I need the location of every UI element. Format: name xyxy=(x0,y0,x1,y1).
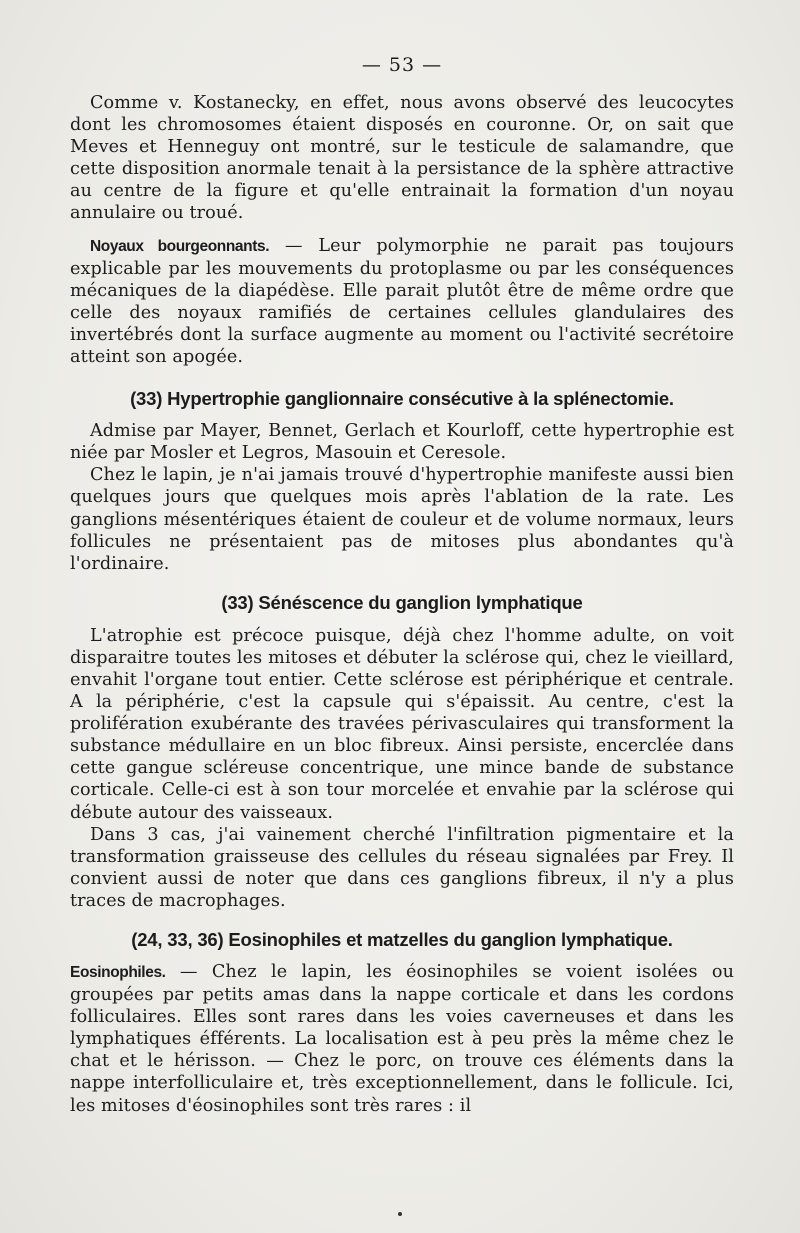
section-heading-senescence: (33) Sénéscence du ganglion lymphatique xyxy=(221,591,583,613)
section-heading-eosinophiles: (24, 33, 36) Eosinophiles et matzelles du ganglion lymphatique. xyxy=(131,929,673,950)
paragraph-admise: Admise par Mayer, Bennet, Gerlach et Kourloff, cette hypertrophie est niée par Mosler et Legros, Masouin et Ceresole. xyxy=(70,421,734,464)
print-speck xyxy=(398,1212,402,1216)
run-in-heading-noyaux: Noyaux bourgeonnants. xyxy=(90,237,270,255)
page-number: — 53 — xyxy=(361,54,443,76)
section-heading-hypertrophie: (33) Hypertrophie ganglionnaire consécutive à la splénectomie. xyxy=(130,388,674,410)
paragraph-noyaux-text: — Leur polymorphie ne parait pas toujours explicable par les mouvements du protoplasme ou par les conséquences mécaniques de la diapédèse. Elle parait plutôt être de même ordre que celle des noyaux ramifiés de certaines cellules glandulaires des invertébrés dont la surface augmente au moment ou l'activité secrétoire atteint son apogée. xyxy=(70,235,734,368)
paragraph-kostanecky: Comme v. Kostanecky, en effet, nous avons observé des leucocytes dont les chromosomes étaient disposés en couronne. Or, on sait que Meves et Henneguy ont montré, sur le testicule de salamandre, que cette disposition anormale tenait à la persistance de la sphère attractive au centre de la figure et qu'elle entrainait la formation d'un noyau annulaire ou troué. xyxy=(70,93,734,224)
paragraph-eosinophiles-text: — Chez le lapin, les éosinophiles se voient isolées ou groupées par petits amas dans la nappe corticale et dans les cordons folliculaires. Elles sont rares dans les voies caverneuses et dans les lymphatiques éfférents. La localisation est à peu près la même chez le chat et le hérisson. — Chez le porc, on trouve ces éléments dans la nappe interfolliculaire et, très exceptionnellement, dans le follicule. Ici, les mitoses d'éosinophiles sont très rares : il xyxy=(70,962,734,1116)
paragraph-eosinophiles xyxy=(70,961,734,1117)
paragraph-dans-3-cas: Dans 3 cas, j'ai vainement cherché l'infiltration pigmentaire et la transformation graisseuse des cellules du réseau signalées par Frey. Il convient aussi de noter que dans ces ganglions fibreux, il n'y a plus traces de macrophages. xyxy=(70,824,734,911)
run-in-heading-eosinophiles: Eosinophiles. xyxy=(70,964,166,981)
paragraph-lapin: Chez le lapin, je n'ai jamais trouvé d'hypertrophie manifeste aussi bien quelques jours que quelques mois après l'ablation de la rate. Les ganglions mésentériques étaient de couleur et de volume normaux, leurs follicules ne présentaient pas de mitoses plus abondantes qu'à l'ordinaire. xyxy=(70,465,734,574)
paragraph-atrophie: L'atrophie est précoce puisque, déjà chez l'homme adulte, on voit disparaitre toutes les mitoses et débuter la sclérose qui, chez le vieillard, envahit l'organe tout entier. Cette sclérose est périphérique et centrale. A la périphérie, c'est la capsule qui s'épaissit. Au centre, c'est la prolifération exubérante des travées périvasculaires qui transforment la substance médullaire en un bloc fibreux. Ainsi persiste, encerclée dans cette gangue scléreuse concentrique, une mince bande de substance corticale. Celle-ci est à son tour morcelée et envahie par la sclérose qui débute autour des vaisseaux. xyxy=(70,625,734,823)
paragraph-noyaux-bourgeonnants xyxy=(70,235,734,369)
